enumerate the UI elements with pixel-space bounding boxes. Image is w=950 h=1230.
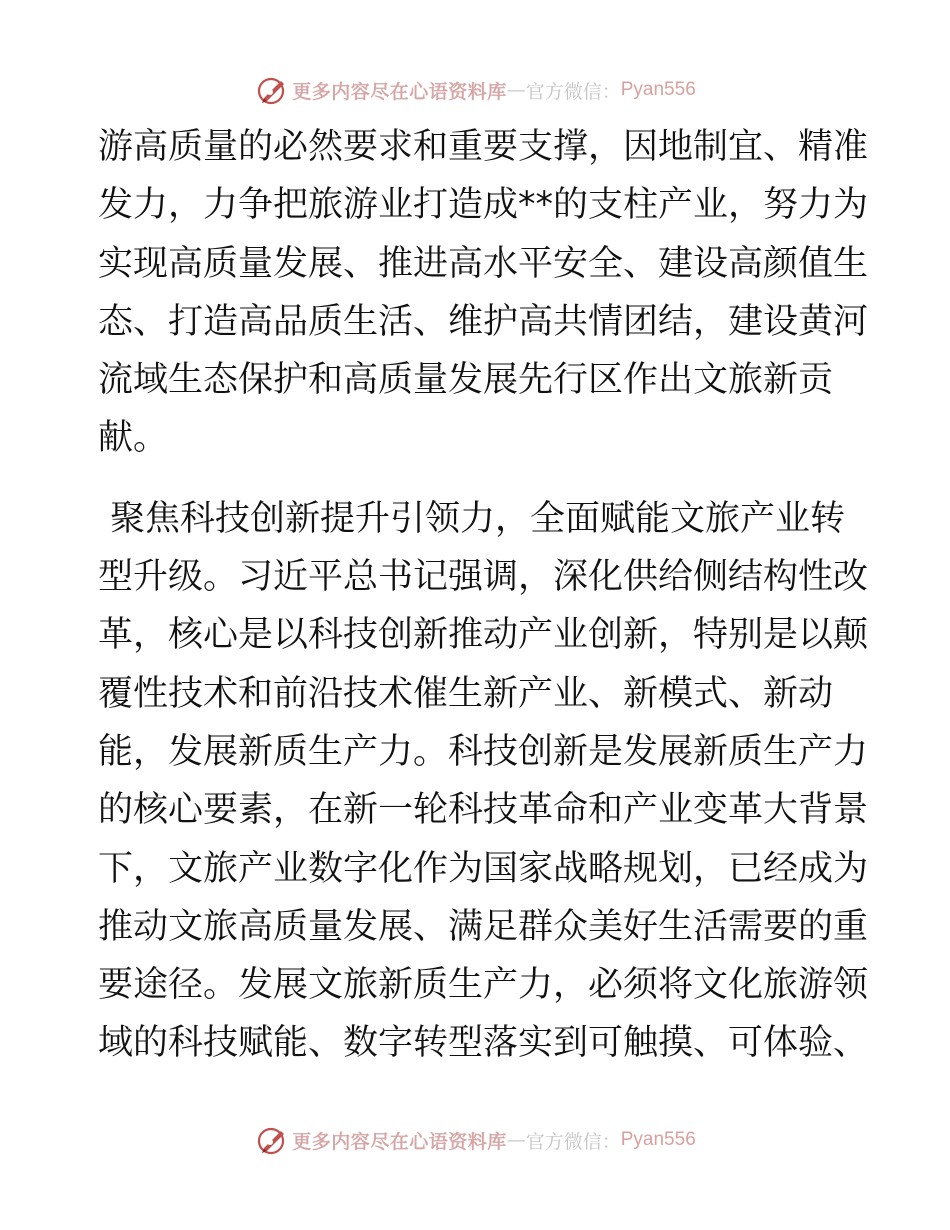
watermark-separator: — — [506, 79, 526, 101]
paragraph-line: 献。 — [98, 418, 169, 459]
watermark-wechat-id: Pyan556 — [620, 1129, 696, 1150]
paragraph-line: 实现高质量发展、推进高水平安全、建设高颜值生 — [98, 243, 869, 284]
pen-logo-icon — [254, 72, 290, 108]
paragraph-line: 发力，力争把旅游业打造成**的支柱产业，努力为 — [98, 185, 869, 226]
paragraph-line: 革，核心是以科技创新推动产业创新，特别是以颠 — [98, 615, 869, 656]
paragraph-line: 覆性技术和前沿技术催生新产业、新模式、新动 — [98, 673, 834, 714]
watermark-wechat-label: 官方微信： — [525, 80, 621, 103]
paragraph-line: 态、打造高品质生活、维护高共情团结，建设黄河 — [98, 301, 869, 342]
pen-logo-icon — [254, 1122, 290, 1158]
watermark-text: 更多内容尽在心语资料库 — [292, 1130, 507, 1153]
paragraph-line: 型升级。习近平总书记强调，深化供给侧结构性改 — [98, 557, 869, 598]
paragraph-line: 的核心要素，在新一轮科技革命和产业变革大背景 — [98, 790, 869, 831]
paragraph-line: 下，文旅产业数字化作为国家战略规划，已经成为 — [98, 848, 869, 889]
paragraph-1 — [98, 118, 869, 468]
document-body — [98, 118, 869, 1073]
watermark-wechat-label: 官方微信： — [525, 1130, 621, 1153]
paragraph-line: 推动文旅高质量发展、满足群众美好生活需要的重 — [98, 906, 869, 947]
footer-watermark — [0, 1122, 950, 1158]
paragraph-line: 能，发展新质生产力。科技创新是发展新质生产力 — [98, 731, 869, 772]
watermark-wechat-id: Pyan556 — [620, 79, 696, 100]
paragraph-spacer — [98, 468, 858, 490]
paragraph-line: 聚焦科技创新提升引领力，全面赋能文旅产业转 — [110, 498, 846, 539]
header-watermark — [0, 72, 950, 108]
paragraph-line: 游高质量的必然要求和重要支撑，因地制宜、精准 — [98, 127, 869, 167]
paragraph-line: 域的科技赋能、数字转型落实到可触摸、可体验、 — [98, 1023, 869, 1064]
paragraph-line: 要途径。发展文旅新质生产力，必须将文化旅游领 — [98, 965, 869, 1006]
watermark-text: 更多内容尽在心语资料库 — [292, 80, 507, 103]
paragraph-2 — [98, 490, 869, 1073]
watermark-separator: — — [506, 1129, 526, 1151]
paragraph-line: 流域生态保护和高质量发展先行区作出文旅新贡 — [98, 360, 834, 401]
